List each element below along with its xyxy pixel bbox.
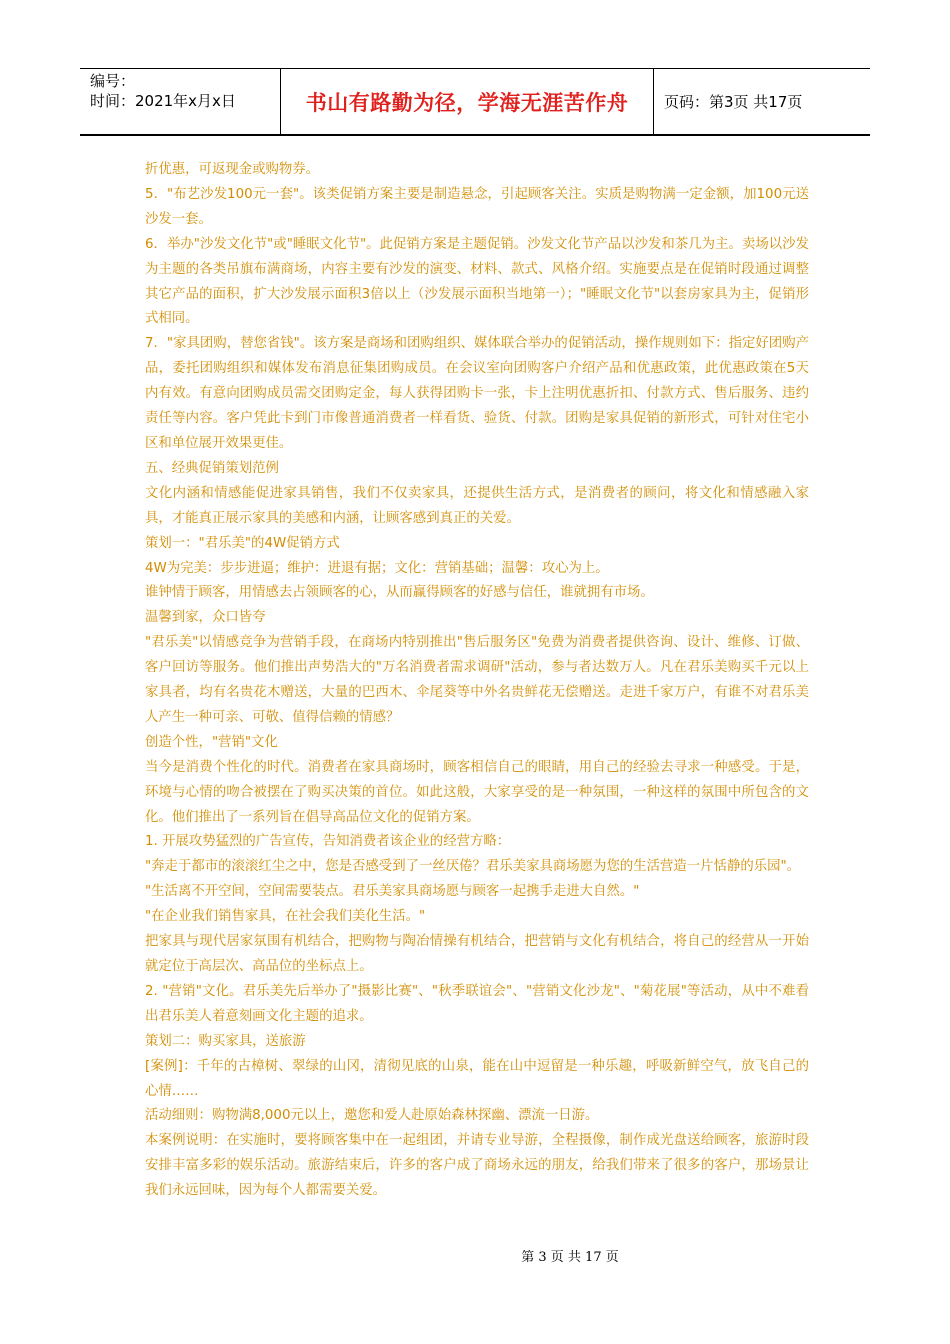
- paragraph: 6．举办"沙发文化节"或"睡眠文化节"。此促销方案是主题促销。沙发文化节产品以沙发和茶几为主。卖场以沙发为主题的各类吊旗布满商场，内容主要有沙发的演变、材料、款式、风格介绍。实施要点是在促销时段通过调整其它产品的面积，扩大沙发展示面积3倍以上（沙发展示面积当地第一）；"睡眠文化节"以套房家具为主，促销形式相同。: [145, 236, 809, 327]
- header-motto: 书山有路勤为径，学海无涯苦作舟: [280, 69, 654, 134]
- subheading: 温馨到家，众口皆夸: [145, 610, 266, 626]
- paragraph: 1. 开展攻势猛烈的广告宣传，告知消费者该企业的经营方略：: [145, 834, 511, 850]
- paragraph: 把家具与现代居家氛围有机结合，把购物与陶冶情操有机结合，把营销与文化有机结合，将自己的经营从一开始就定位于高层次、高品位的坐标点上。: [145, 934, 809, 974]
- header-meta: [80, 69, 280, 134]
- date-label: 时间：2021年x月x日: [90, 92, 236, 110]
- paragraph: "君乐美"以情感竞争为营销手段，在商场内特别推出"售后服务区"免费为消费者提供咨询、设计、维修、订做、客户回访等服务。他们推出声势浩大的"万名消费者需求调研"活动，参与者达数万人。凡在君乐美购买千元以上家具者，均有名贵花木赠送，大量的巴西木、伞尾葵等中外名贵鲜花无偿赠送。走进千家万户，有谁不对君乐美人产生一种可亲、可敬、值得信赖的情感？: [145, 635, 809, 725]
- subsection-heading: 策划一："君乐美"的4W促销方式: [145, 535, 340, 551]
- page-header: [80, 68, 870, 136]
- paragraph: 活动细则：购物满8,000元以上，邀您和爱人赴原始森林探幽、漂流一日游。: [145, 1108, 599, 1124]
- paragraph: 2. "营销"文化。君乐美先后举办了"摄影比赛"、"秋季联谊会"、"营销文化沙龙"、"菊花展"等活动，从中不难看出君乐美人着意刻画文化主题的追求。: [145, 983, 809, 1024]
- number-label: 编号：: [90, 72, 136, 90]
- page-footer: 第 3 页 共 17 页: [521, 1250, 619, 1265]
- paragraph: 7．"家具团购，替您省钱"。该方案是商场和团购组织、媒体联合举办的促销活动，操作规则如下：指定好团购产品，委托团购组织和媒体发布消息征集团购成员。在会议室向团购客户介绍产品和优惠政策，此优惠政策在5天内有效。有意向团购成员需交团购定金，每人获得团购卡一张，卡上注明优惠折扣、付款方式、售后服务、违约责任等内容。客户凭此卡到门市像普通消费者一样看货、验货、付款。团购是家具促销的新形式，可针对住宅小区和单位展开效果更佳。: [145, 336, 809, 451]
- quote: "奔走于都市的滚滚红尘之中，您是否感受到了一丝厌倦？君乐美家具商场愿为您的生活营造一片恬静的乐园"。: [145, 859, 801, 875]
- paragraph: 当今是消费个性化的时代。消费者在家具商场时，顾客相信自己的眼睛，用自己的经验去寻求一种感受。于是，环境与心情的吻合被摆在了购买决策的首位。如此这般，大家享受的是一种氛围，一种这样的氛围中所包含的文化。他们推出了一系列旨在倡导高品位文化的促销方案。: [145, 759, 809, 825]
- paragraph: 折优惠，可返现金或购物券。: [145, 162, 320, 177]
- header-page-info: 页码：第3页 共17页: [664, 93, 803, 111]
- quote: "在企业我们销售家具，在社会我们美化生活。": [145, 909, 426, 925]
- paragraph: [案例]：千年的古樟树、翠绿的山冈，清彻见底的山泉，能在山中逗留是一种乐趣，呼吸新鲜空气，放飞自己的心情……: [145, 1058, 809, 1099]
- body-text: [145, 158, 809, 1204]
- subsection-heading: 策划二：购买家具，送旅游: [145, 1033, 306, 1049]
- paragraph: 谁钟情于顾客，用情感去占领顾客的心，从而赢得顾客的好感与信任，谁就拥有市场。: [145, 585, 654, 601]
- subheading: 创造个性，"营销"文化: [145, 734, 278, 750]
- section-heading: 五、经典促销策划范例: [145, 460, 279, 476]
- paragraph: 4W为完美：步步进逼；维护：进退有据；文化：营销基础；温馨：攻心为上。: [145, 560, 609, 576]
- paragraph: 5．"布艺沙发100元一套"。该类促销方案主要是制造悬念，引起顾客关注。实质是购物满一定金额，加100元送沙发一套。: [145, 186, 809, 227]
- paragraph: 本案例说明：在实施时，要将顾客集中在一起组团，并请专业导游，全程摄像，制作成光盘送给顾客，旅游时段安排丰富多彩的娱乐活动。旅游结束后，许多的客户成了商场永远的朋友，给我们带来了很多的客户，那场景让我们永远回味，因为每个人都需要关爱。: [145, 1133, 809, 1199]
- paragraph: 文化内涵和情感能促进家具销售，我们不仅卖家具，还提供生活方式，是消费者的顾问，将文化和情感融入家具，才能真正展示家具的美感和内涵，让顾客感到真正的关爱。: [145, 485, 809, 526]
- quote: "生活离不开空间，空间需要装点。君乐美家具商场愿与顾客一起携手走进大自然。": [145, 884, 640, 900]
